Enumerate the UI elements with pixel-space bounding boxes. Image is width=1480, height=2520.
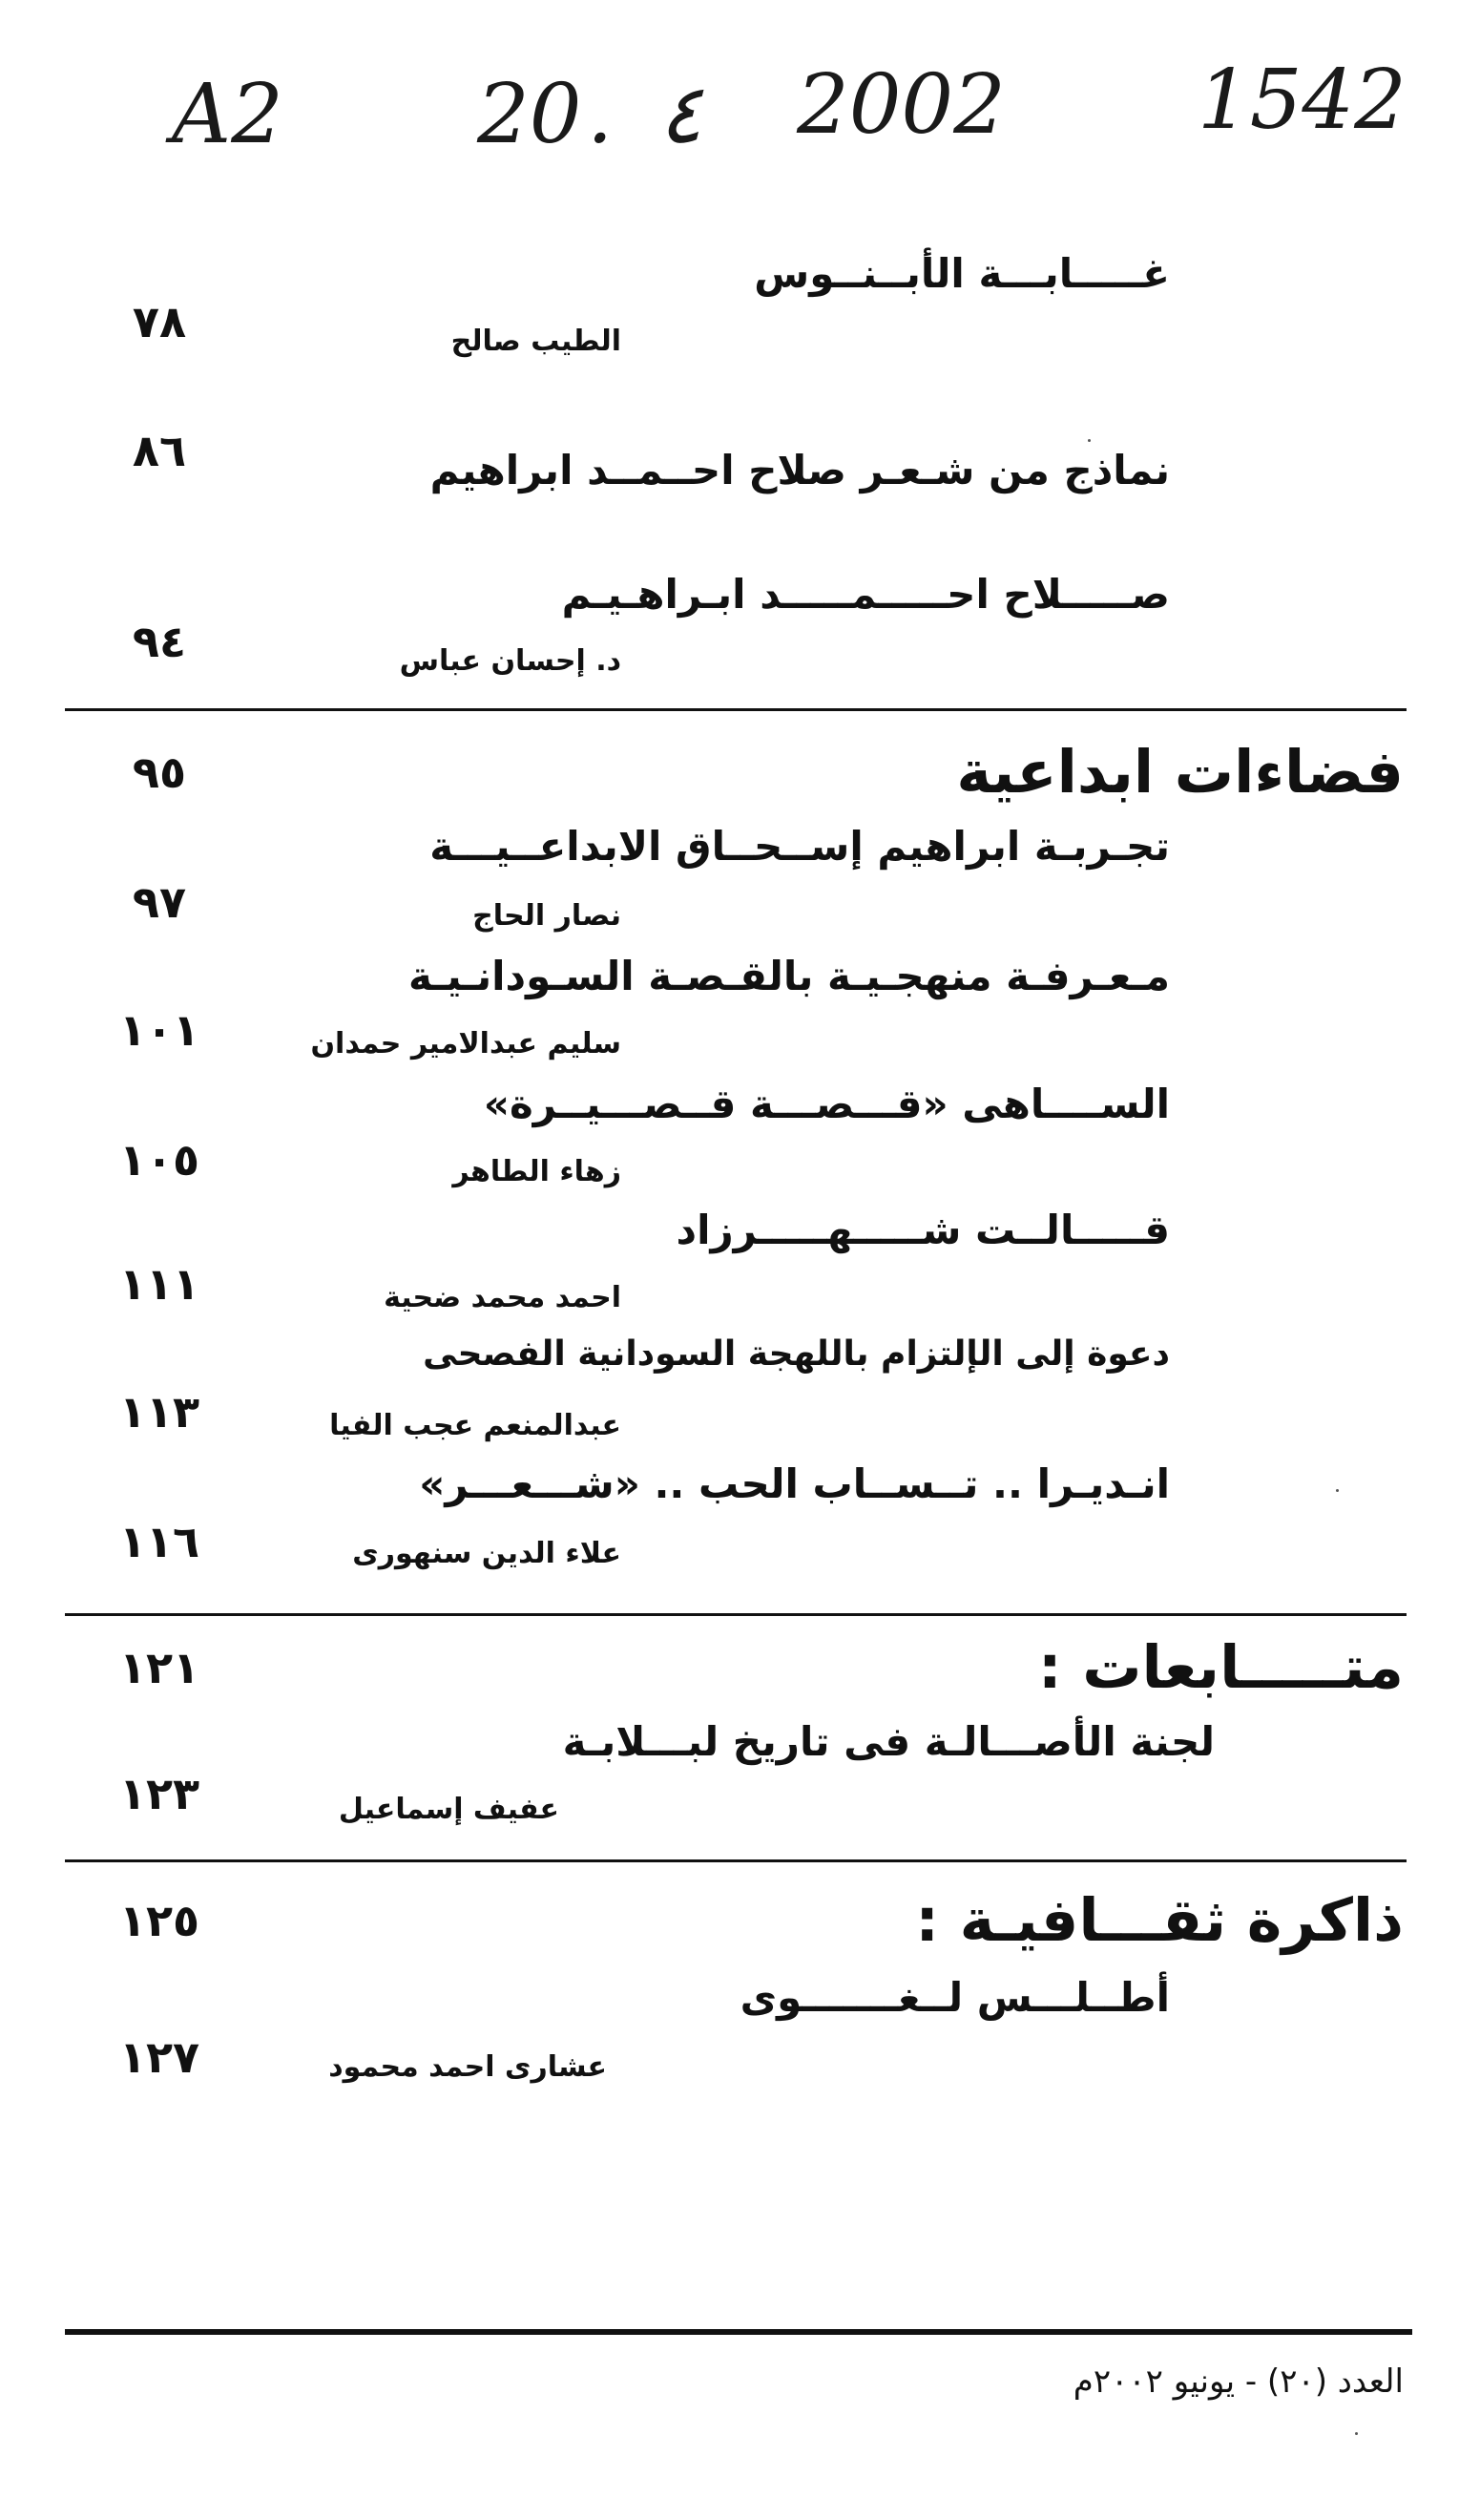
toc-entry-author: عشارى احمد محمود (328, 2050, 607, 2084)
section-heading: ذاكرة ثقـــافيـة : (915, 1885, 1404, 1955)
toc-page-number: ١١٣ (118, 1386, 200, 1438)
toc-entry-author: سليم عبدالامير حمدان (310, 1027, 621, 1060)
toc-entry-author: احمد محمد ضحية (384, 1281, 621, 1314)
handwritten-date-year: 2002 (797, 57, 1006, 153)
scan-speck (1336, 1489, 1339, 1492)
issue-footer: العدد (٢٠) - يونيو ٢٠٠٢م (1073, 2362, 1404, 2401)
toc-entry-author: علاء الدين سنهورى (352, 1537, 621, 1570)
toc-entry-title: الســــاهى «قـــصـــة قــصـــيــرة» (483, 1081, 1170, 1127)
section-divider (65, 708, 1407, 711)
toc-page-number: ١١٦ (118, 1516, 200, 1567)
toc-entry-title: قـــــالــت شـــــهـــــرزاد (676, 1207, 1170, 1253)
section-page-number: ٩٥ (132, 746, 187, 798)
toc-entry-title: صـــــلاح احـــــمـــــد ابـراهـيـم (561, 571, 1170, 618)
toc-page-number: ٩٤ (132, 616, 187, 667)
toc-page-number: ٨٦ (132, 425, 187, 476)
toc-entry-title: لجنة الأصـــالـة فى تاريخ لبـــلابـة (562, 1718, 1215, 1765)
toc-entry-author: زهاء الطاهر (452, 1155, 621, 1188)
toc-entry-author: عفيف إسماعيل (338, 1793, 559, 1826)
toc-entry-title: غـــــابـــة الأبــنــوس (754, 250, 1170, 297)
scan-speck (1355, 2432, 1358, 2435)
scan-speck (1088, 439, 1091, 442)
toc-page-number: ١٢٣ (118, 1768, 200, 1819)
toc-entry-title: دعوة إلى الإلتزام باللهجة السودانية الفصحى (423, 1334, 1170, 1374)
toc-page-number: ١٠١ (118, 1004, 200, 1056)
handwritten-date-month: ٤ (658, 67, 703, 162)
toc-entry-title: نماذج من شـعـر صلاح احــمــد ابراهيم (429, 447, 1170, 494)
footer-divider (65, 2329, 1412, 2335)
section-divider (65, 1613, 1407, 1616)
section-page-number: ١٢١ (118, 1642, 200, 1693)
section-heading: فضاءات ابداعية (956, 737, 1404, 807)
section-heading: متـــــابعات : (1037, 1632, 1404, 1702)
toc-page-number: ١١١ (118, 1258, 200, 1310)
toc-entry-author: الطيب صالح (450, 325, 621, 358)
toc-page-number: ١٢٧ (118, 2031, 200, 2083)
handwritten-number: 1542 (1198, 52, 1407, 148)
toc-entry-title: انـديـرا .. تــســاب الحب .. «شـــعـــر» (419, 1460, 1170, 1507)
toc-entry-author: د. إحسان عباس (399, 644, 621, 678)
section-divider (65, 1859, 1407, 1862)
toc-entry-author: عبدالمنعم عجب الفيا (329, 1409, 621, 1442)
toc-page-number: ٩٧ (132, 876, 187, 928)
toc-entry-title: أطــلـــس لــغـــــــوى (740, 1974, 1170, 2021)
toc-page-number: ٧٨ (132, 296, 187, 347)
toc-page-number: ١٠٥ (118, 1134, 200, 1186)
toc-entry-author: نصار الحاج (472, 899, 621, 933)
handwritten-date-day: 20 (477, 67, 582, 162)
toc-entry-title: تجـربـة ابراهيم إســحــاق الابداعــيـــة (429, 823, 1170, 870)
section-page-number: ١٢٥ (118, 1895, 200, 1946)
handwritten-date-sep: . (587, 67, 614, 162)
toc-entry-title: مـعـرفـة منهجـيـة بالقـصـة السـودانـيـة (408, 953, 1170, 999)
handwritten-ref: A2 (172, 67, 283, 162)
